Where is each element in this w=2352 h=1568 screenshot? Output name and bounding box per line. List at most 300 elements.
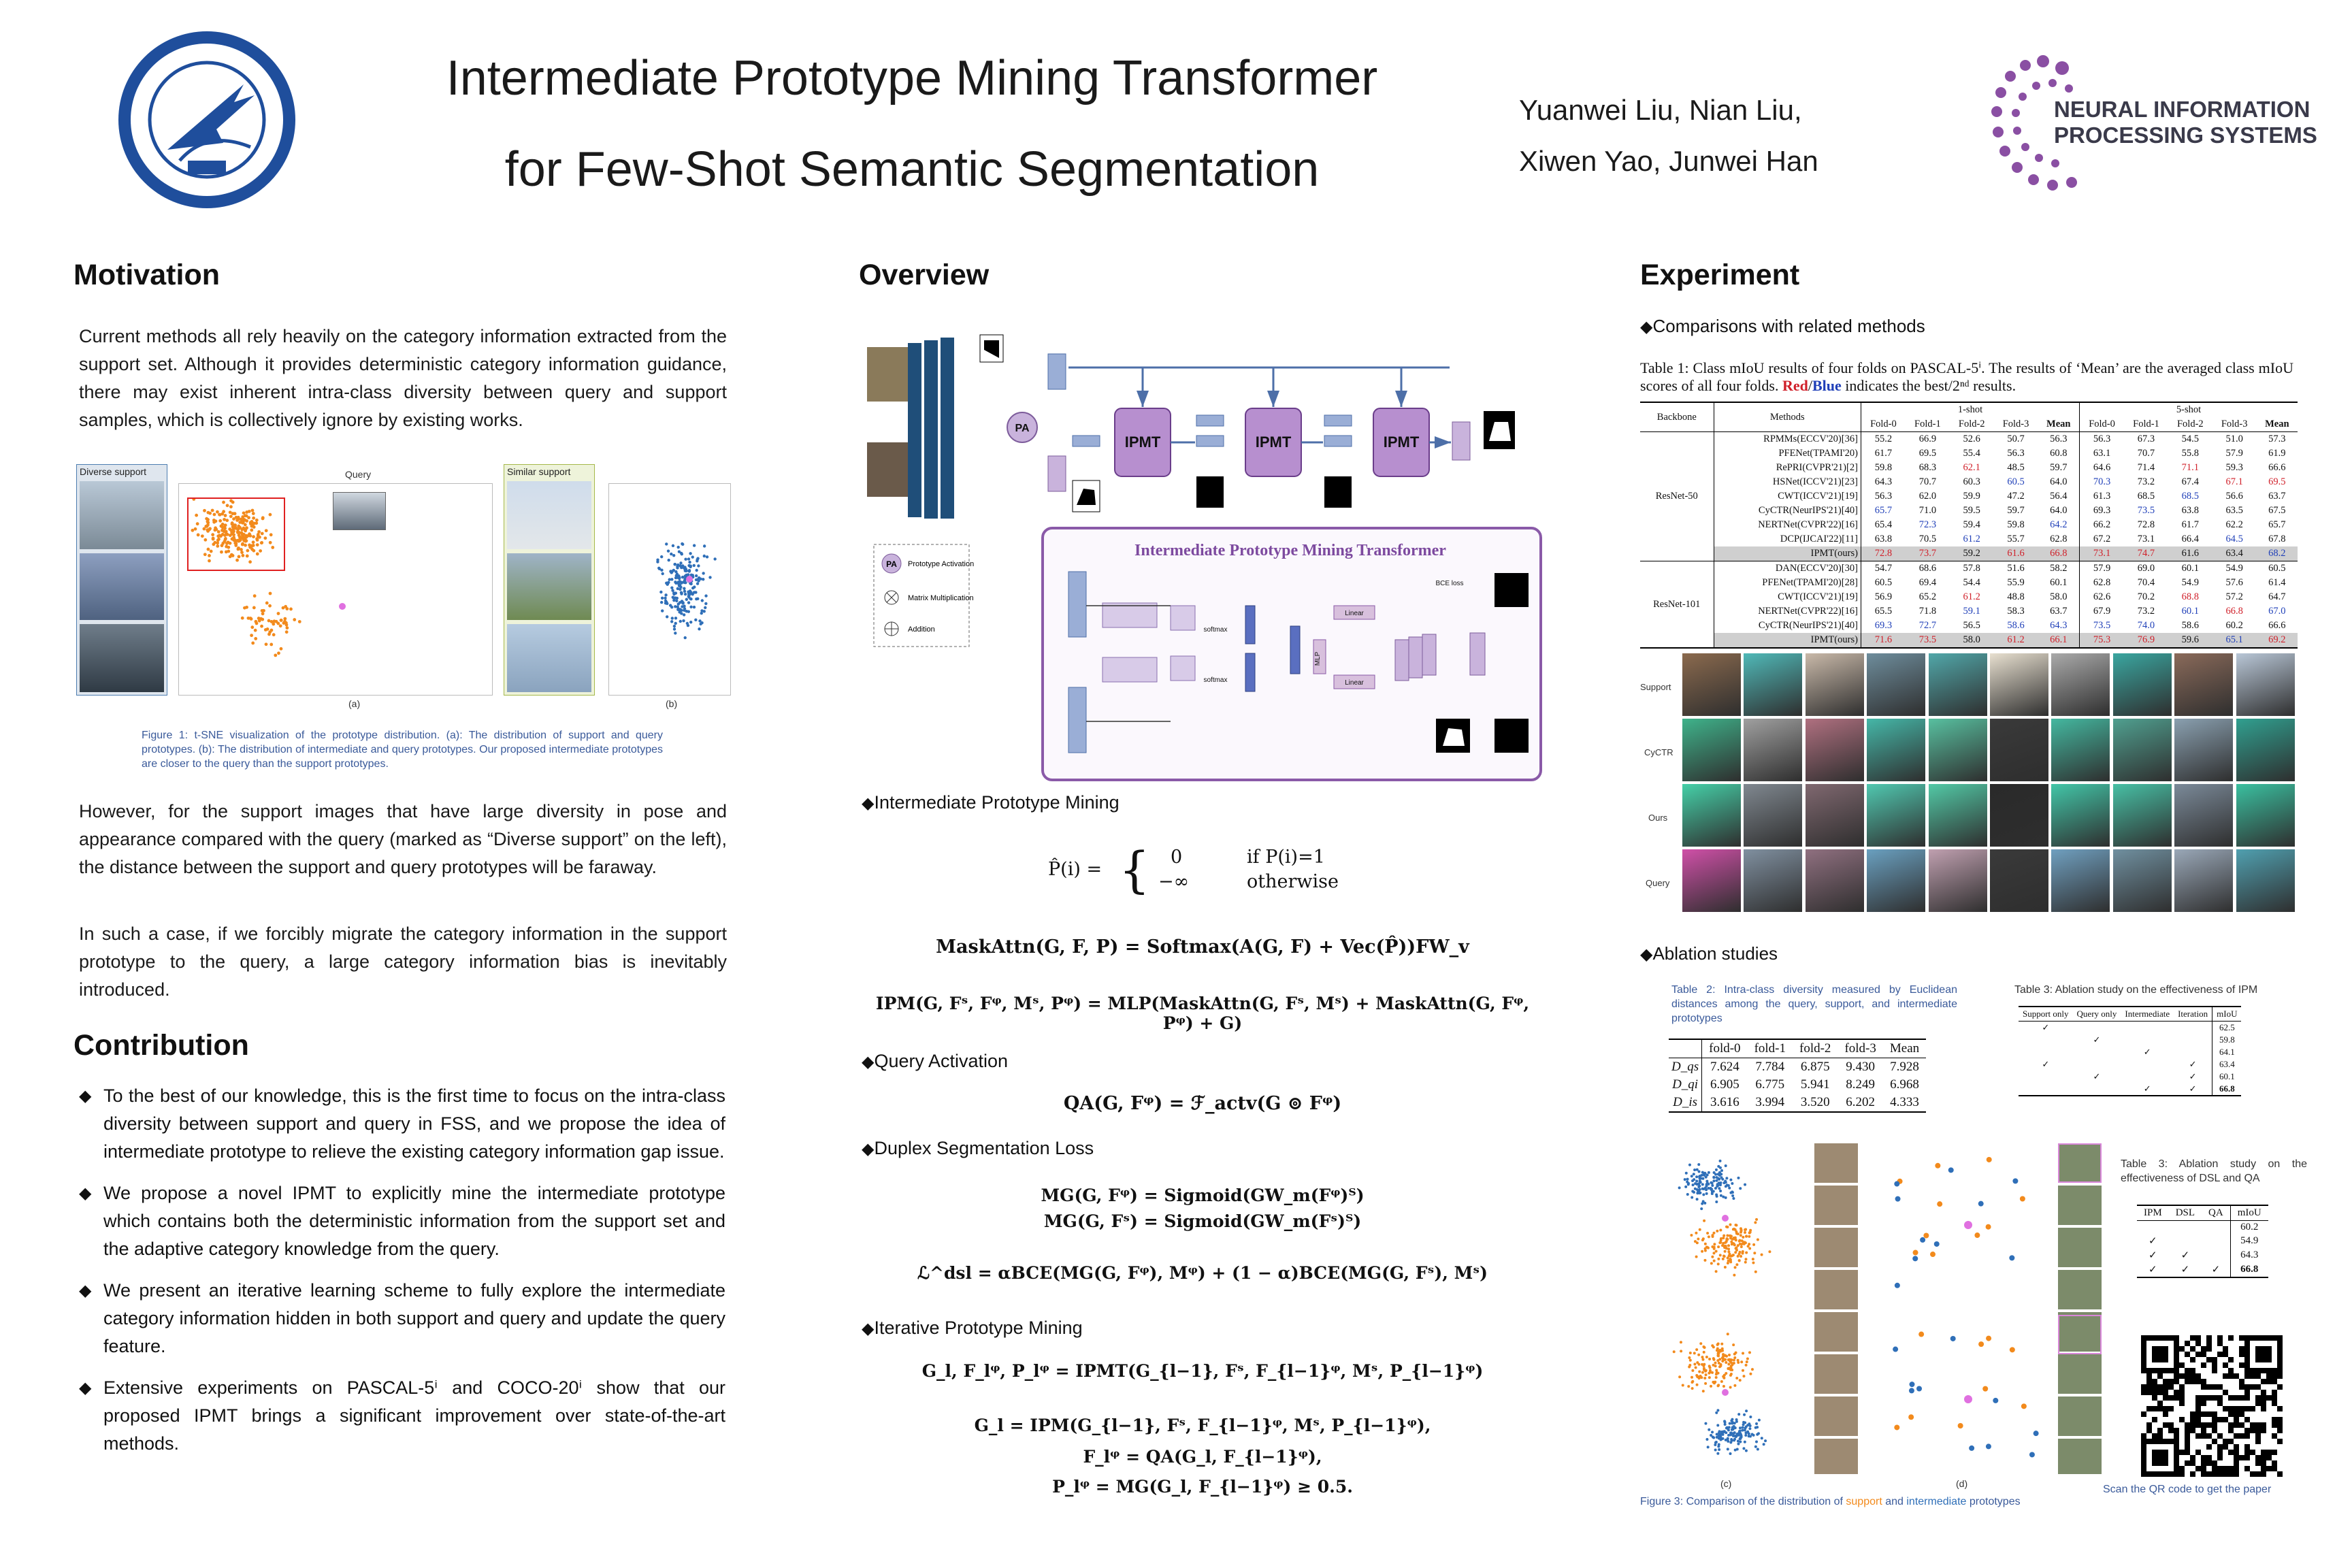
result-thumbnail <box>2113 849 2172 912</box>
intermediate-prototype-point <box>675 600 678 602</box>
comparisons-subheading: ◆ Comparisons with related methods <box>1640 316 1925 337</box>
value-cell: 61.3 <box>2093 491 2111 502</box>
value-cell <box>2019 1083 2073 1096</box>
value-cell: 68.2 <box>2257 546 2298 561</box>
qr-module <box>2190 1357 2195 1362</box>
support-prototype-point <box>274 653 277 657</box>
support-prototype-point <box>1711 1256 1714 1258</box>
value-cell: 73.2 <box>2137 606 2155 617</box>
support-prototype-point <box>257 617 261 620</box>
support-point <box>1908 1414 1914 1420</box>
qr-module <box>2255 1422 2261 1428</box>
qr-module <box>2185 1368 2190 1373</box>
value-cell: 70.2 <box>2137 591 2155 602</box>
intermediate-prototype-point <box>677 581 680 583</box>
intermediate-prototype-point <box>1730 1438 1733 1441</box>
qr-module <box>2152 1450 2168 1466</box>
qr-module <box>2234 1471 2239 1477</box>
intermediate-prototype-point <box>679 620 682 623</box>
qr-module <box>2152 1406 2157 1411</box>
intermediate-prototype-point <box>695 574 698 577</box>
support-prototype-point <box>1749 1373 1752 1375</box>
qr-module <box>2174 1395 2179 1401</box>
qr-module <box>2266 1455 2272 1460</box>
intermediate-prototype-point <box>1744 1183 1746 1186</box>
query-prototype-point <box>1722 1215 1729 1222</box>
qr-module <box>2201 1466 2206 1471</box>
qr-module <box>2223 1373 2228 1379</box>
value-cell: 67.4 <box>2181 476 2200 487</box>
qr-module <box>2185 1460 2190 1466</box>
tsne-plot-c2 <box>1640 1318 1810 1474</box>
intermediate-prototype-point <box>693 544 696 546</box>
support-prototype-point <box>1733 1384 1736 1387</box>
qr-module <box>2206 1411 2212 1417</box>
qr-module <box>2277 1384 2283 1390</box>
intermediate-prototype-point <box>1711 1431 1714 1433</box>
support-point <box>2010 1347 2015 1352</box>
support-prototype-point <box>1733 1353 1736 1356</box>
result-thumbnail <box>2174 784 2233 847</box>
qr-module <box>2272 1422 2277 1428</box>
value-cell: 54.7 <box>1861 561 1906 576</box>
result-thumbnail <box>1806 719 1864 781</box>
table-row <box>1640 504 2298 518</box>
support-prototype-point <box>1690 1234 1693 1237</box>
intermediate-prototype-point <box>670 606 673 608</box>
th-col: Fold-3 <box>2221 419 2248 429</box>
qr-module <box>2239 1352 2244 1357</box>
support-point <box>1986 1336 1991 1341</box>
result-thumbnail <box>2113 784 2172 847</box>
value-cell: 7.784 <box>1755 1060 1785 1074</box>
support-prototype-point <box>1748 1247 1751 1250</box>
intermediate-prototype-point <box>677 546 680 549</box>
intermediate-prototype-point <box>1734 1449 1737 1452</box>
value-cell: 55.2 <box>1861 432 1906 447</box>
dsl-qa-ablation-table <box>2137 1205 2268 1278</box>
th-col: Support only <box>2023 1009 2069 1019</box>
intermediate-prototype-point <box>683 607 686 610</box>
diversity-table <box>1669 1039 1926 1113</box>
support-prototype-point <box>1714 1362 1717 1365</box>
qr-module <box>2201 1346 2206 1352</box>
support-prototype-point <box>1739 1379 1742 1382</box>
value-cell: ✓ <box>2189 1083 2197 1094</box>
support-prototype-point <box>1748 1351 1751 1354</box>
support-prototype-point <box>1713 1260 1716 1262</box>
qr-module <box>2255 1460 2261 1466</box>
result-thumbnail <box>2236 653 2295 716</box>
bce-label-1: BCE loss <box>1435 580 1464 587</box>
qr-module <box>2201 1401 2206 1406</box>
th-col: mIoU <box>2230 1205 2268 1221</box>
support-prototype-point <box>270 620 274 623</box>
result-thumbnail <box>2174 719 2233 781</box>
value-cell: 71.0 <box>1918 505 1937 516</box>
value-cell: 63.7 <box>2038 604 2079 619</box>
intermediate-prototype-point <box>672 593 675 595</box>
qr-module <box>2206 1444 2212 1450</box>
table-row <box>2137 1262 2268 1277</box>
qr-module <box>2277 1471 2283 1477</box>
qr-module <box>2255 1455 2261 1460</box>
qr-module <box>2239 1411 2244 1417</box>
th-col: Mean <box>2038 417 2079 432</box>
qr-module <box>2250 1471 2255 1477</box>
intermediate-prototype-point <box>680 609 683 612</box>
qr-module <box>2277 1422 2283 1428</box>
value-cell: 72.3 <box>1918 519 1937 530</box>
support-prototype-point <box>1673 1350 1676 1353</box>
vis-row-label-cyctr: CyCTR <box>1644 747 1673 757</box>
intermediate-prototype-point <box>671 570 674 572</box>
qr-caption: Scan the QR code to get the paper <box>2103 1484 2272 1495</box>
support-prototype-point <box>1725 1245 1727 1247</box>
tsne-plot-b <box>608 483 731 696</box>
motivation-heading: Motivation <box>74 259 220 291</box>
intermediate-prototype-point <box>1739 1187 1742 1190</box>
intermediate-prototype-point <box>683 590 686 593</box>
intermediate-prototype-point <box>1712 1190 1715 1192</box>
support-prototype-point <box>1744 1258 1747 1260</box>
value-cell: 54.4 <box>1963 577 1980 588</box>
support-prototype-point <box>1693 1352 1696 1354</box>
qr-module <box>2234 1455 2239 1460</box>
value-cell: 66.1 <box>2038 633 2079 648</box>
intermediate-prototype-point <box>1699 1179 1701 1182</box>
support-prototype-point <box>1699 1342 1702 1345</box>
intermediate-prototype-point <box>1725 1196 1727 1199</box>
qr-module <box>2244 1373 2250 1379</box>
equation-iter-ipm: G_l = IPM(G_{l−1}, Fˢ, F_{l−1}ᵠ, Mˢ, P_{l−1}ᵠ), <box>974 1416 1431 1435</box>
intermediate-prototype-point <box>1757 1448 1759 1451</box>
fig3-sub-c: (c) <box>1720 1478 1732 1489</box>
support-prototype-point <box>1754 1221 1757 1224</box>
iterative-subheading: ◆ Iterative Prototype Mining <box>862 1318 1083 1339</box>
qr-module <box>2201 1384 2206 1390</box>
support-prototype-point <box>1739 1251 1742 1254</box>
diverse-support-label: Diverse support <box>80 466 147 477</box>
ipmt-block-3-label: IPMT <box>1383 434 1420 451</box>
table-row <box>2019 1083 2241 1096</box>
th-col: Intermediate <box>2125 1009 2170 1019</box>
tsne-plot-a <box>178 469 493 696</box>
table-3b <box>2137 1205 2268 1278</box>
intermediate-point <box>2029 1452 2035 1457</box>
qr-module <box>2185 1373 2190 1379</box>
value-cell: 73.2 <box>2137 476 2155 487</box>
intermediate-prototype-point <box>1712 1179 1715 1182</box>
qr-module <box>2261 1450 2266 1455</box>
intermediate-prototype-point <box>1744 1434 1747 1437</box>
query-point <box>1964 1221 1972 1229</box>
intermediate-prototype-point <box>665 542 668 545</box>
scatter-plot-d2 <box>1866 1318 2054 1474</box>
intermediate-prototype-point <box>1742 1447 1745 1450</box>
intermediate-prototype-point <box>696 582 699 585</box>
support-prototype-point <box>270 643 273 647</box>
support-prototype-point <box>1740 1360 1743 1363</box>
support-prototype-point <box>1738 1259 1741 1262</box>
support-prototype-point <box>293 618 296 621</box>
value-cell: 73.1 <box>2080 546 2125 561</box>
value-cell: 66.2 <box>2093 519 2111 530</box>
qr-module <box>2190 1368 2195 1373</box>
intermediate-prototype-point <box>1690 1175 1693 1177</box>
qr-module <box>2244 1444 2250 1450</box>
qr-module <box>2234 1422 2239 1428</box>
table-row <box>2019 1071 2241 1083</box>
support-prototype-point <box>250 634 253 637</box>
result-thumbnail <box>1990 653 2048 716</box>
intermediate-prototype-point <box>681 576 684 578</box>
qr-module <box>2272 1401 2277 1406</box>
qr-module <box>2217 1444 2223 1450</box>
qr-module <box>2255 1346 2272 1362</box>
support-prototype-point <box>1730 1358 1733 1361</box>
intermediate-prototype-point <box>1732 1197 1735 1200</box>
intermediate-prototype-point <box>679 601 681 604</box>
qr-module <box>2255 1401 2261 1406</box>
qr-module <box>2261 1466 2266 1471</box>
value-cell: 56.3 <box>2038 432 2079 447</box>
result-thumbnail <box>1867 719 1925 781</box>
value-cell <box>2174 1046 2212 1058</box>
intermediate-prototype-point <box>1716 1195 1718 1198</box>
intermediate-prototype-point <box>661 597 664 600</box>
support-prototype-point <box>1722 1385 1725 1388</box>
qr-module <box>2190 1422 2195 1428</box>
similar-support-image-3 <box>507 624 591 692</box>
ipm-subheading: ◆ Intermediate Prototype Mining <box>862 792 1120 813</box>
table-row <box>2137 1234 2268 1248</box>
method-cell: CyCTR(NeurIPS'21)[40] <box>1714 619 1861 633</box>
support-prototype-point <box>1696 1375 1699 1378</box>
support-prototype-point <box>1745 1252 1748 1254</box>
qr-module <box>2212 1466 2217 1471</box>
qr-module <box>2261 1406 2266 1411</box>
value-cell: 59.5 <box>1963 505 1980 516</box>
support-prototype-point <box>1723 1255 1726 1258</box>
intermediate-prototype-point <box>1685 1172 1688 1175</box>
value-cell: 67.2 <box>2093 534 2111 544</box>
qr-module <box>2223 1471 2228 1477</box>
intermediate-prototype-point <box>1693 1173 1695 1175</box>
intermediate-prototype-point <box>686 622 689 625</box>
intermediate-prototype-point <box>1690 1196 1693 1198</box>
intermediate-prototype-point <box>684 593 687 595</box>
qr-module <box>2228 1439 2234 1444</box>
intermediate-prototype-point <box>1705 1180 1708 1183</box>
intermediate-prototype-point <box>680 612 683 615</box>
value-cell: ✓ <box>2189 1071 2197 1081</box>
intermediate-prototype-point <box>1717 1177 1720 1180</box>
support-prototype-point <box>289 608 293 611</box>
value-cell: 60.3 <box>1963 476 1980 487</box>
qr-module <box>2185 1444 2190 1450</box>
result-thumbnail <box>1990 849 2048 912</box>
eq-p-case1-val: 0 <box>1171 847 1183 868</box>
qr-module <box>2255 1471 2261 1477</box>
value-cell: 71.8 <box>1918 606 1937 617</box>
support-prototype-point <box>255 620 258 623</box>
intermediate-prototype-point <box>668 559 670 561</box>
support-prototype-point <box>1735 1230 1737 1233</box>
support-prototype-point <box>1737 1359 1740 1362</box>
qr-module <box>2244 1466 2250 1471</box>
value-cell: 52.6 <box>1950 432 1994 447</box>
value-cell: 3.616 <box>1710 1095 1740 1109</box>
qr-module <box>2185 1433 2190 1439</box>
value-cell: 62.6 <box>2093 591 2111 602</box>
value-cell: 50.7 <box>1994 432 2038 447</box>
value-cell: 59.8 <box>1874 462 1893 473</box>
intermediate-prototype-point <box>1735 1435 1737 1438</box>
intermediate-prototype-point <box>693 564 696 567</box>
intermediate-prototype-point <box>680 591 683 593</box>
support-prototype-point <box>1693 1362 1696 1365</box>
result-thumbnail <box>1806 653 1864 716</box>
contribution-item-4: ◆ Extensive experiments on PASCAL-5ⁱ and COCO-20ⁱ show that our proposed IPMT brings a significant improvement over state-of-the-art methods. <box>79 1374 725 1458</box>
value-cell: 59.7 <box>2038 461 2079 475</box>
method-cell: IPMT(ours) <box>1714 633 1861 648</box>
support-prototype-point <box>1703 1351 1705 1354</box>
support-prototype-point <box>1733 1356 1736 1359</box>
intermediate-prototype-point <box>1718 1187 1720 1190</box>
qr-module <box>2163 1390 2168 1395</box>
intermediate-prototype-point <box>1696 1169 1699 1171</box>
table-row <box>2019 1034 2241 1046</box>
support-prototype-point <box>1725 1361 1727 1364</box>
intermediate-prototype-point <box>674 563 676 566</box>
value-cell: 60.1 <box>2212 1071 2242 1083</box>
legend-mm-text: Matrix Multiplication <box>908 594 974 602</box>
support-prototype-point <box>1702 1345 1705 1348</box>
qr-module <box>2195 1335 2201 1341</box>
intermediate-prototype-point <box>672 554 675 557</box>
qr-module <box>2190 1373 2195 1379</box>
value-cell: 6.968 <box>1890 1077 1919 1092</box>
value-cell: 62.1 <box>1963 462 1980 473</box>
qr-module <box>2190 1346 2195 1352</box>
support-prototype-point <box>1702 1390 1705 1392</box>
diverse-support-image-3 <box>80 624 164 692</box>
support-prototype-point <box>1708 1358 1711 1360</box>
vis-grid <box>1682 653 2298 915</box>
qr-module <box>2234 1417 2239 1422</box>
intermediate-prototype-point <box>1718 1448 1720 1451</box>
value-cell <box>2073 1022 2121 1034</box>
result-thumbnail <box>1744 784 1802 847</box>
support-prototype-point <box>251 641 255 644</box>
value-cell: 72.8 <box>1861 546 1906 561</box>
qr-code[interactable] <box>2141 1335 2283 1477</box>
qr-module <box>2152 1379 2157 1384</box>
qr-code-image[interactable] <box>2141 1335 2283 1477</box>
support-prototype-point <box>1717 1352 1720 1355</box>
value-cell: 64.2 <box>2038 518 2079 532</box>
intermediate-prototype-point <box>1702 1193 1705 1196</box>
intermediate-prototype-point <box>1733 1422 1736 1424</box>
intermediate-prototype-point <box>1716 1183 1719 1186</box>
diverse-support-panel <box>76 464 167 696</box>
support-prototype-point <box>241 617 244 620</box>
table-row <box>2019 1046 2241 1058</box>
support-prototype-point <box>1717 1258 1720 1260</box>
intermediate-prototype-point <box>1749 1424 1752 1427</box>
table-2 <box>1669 1039 1926 1113</box>
support-prototype-point <box>1715 1270 1718 1273</box>
qr-module <box>2146 1373 2152 1379</box>
qr-module <box>2255 1428 2261 1433</box>
intermediate-prototype-point <box>666 602 668 605</box>
value-cell: 68.6 <box>1906 561 1950 576</box>
value-cell: 59.7 <box>2007 505 2025 516</box>
value-cell: 8.249 <box>1846 1077 1876 1092</box>
intermediate-point <box>1920 1237 1925 1243</box>
qr-module <box>2234 1406 2239 1411</box>
th-col: IPM <box>2144 1207 2162 1218</box>
backbone-cell: ResNet-50 <box>1640 432 1714 561</box>
support-prototype-point <box>1738 1239 1741 1242</box>
intermediate-prototype-point <box>688 561 691 564</box>
qr-module <box>2179 1466 2185 1471</box>
support-prototype-point <box>1722 1377 1725 1379</box>
support-prototype-point <box>1716 1348 1719 1350</box>
qr-module <box>2261 1379 2266 1384</box>
intermediate-prototype-point <box>681 601 684 604</box>
fig1-sub-b: (b) <box>666 698 678 709</box>
value-cell: 60.1 <box>2168 561 2212 576</box>
qr-module <box>2244 1455 2250 1460</box>
support-point <box>2020 1196 2025 1201</box>
intermediate-prototype-point <box>1718 1432 1720 1435</box>
support-prototype-point <box>1721 1348 1724 1350</box>
intermediate-prototype-point <box>1739 1437 1742 1440</box>
qr-module <box>2234 1433 2239 1439</box>
intermediate-prototype-point <box>1729 1179 1732 1181</box>
support-prototype-point <box>1703 1259 1706 1262</box>
query-prototype-point <box>339 603 346 610</box>
support-prototype-point <box>1737 1244 1740 1247</box>
support-prototype-point <box>1712 1232 1715 1235</box>
support-prototype-point <box>1740 1243 1743 1245</box>
support-prototype-point <box>1699 1375 1702 1377</box>
result-thumbnail <box>1867 653 1925 716</box>
support-point <box>1930 1252 1936 1257</box>
method-cell: RePRI(CVPR'21)[2] <box>1714 461 1861 475</box>
qr-module <box>2141 1384 2146 1390</box>
intermediate-prototype-point <box>1714 1173 1717 1176</box>
intermediate-prototype-point <box>1745 1431 1748 1434</box>
intermediate-prototype-point <box>1731 1194 1734 1197</box>
qr-module <box>2157 1373 2163 1379</box>
qr-module <box>2195 1379 2201 1384</box>
support-prototype-point <box>1695 1367 1697 1369</box>
qr-module <box>2228 1450 2234 1455</box>
support-prototype-point <box>1742 1352 1744 1354</box>
intermediate-prototype-point <box>1737 1177 1740 1179</box>
value-cell: 63.5 <box>2225 505 2243 516</box>
qr-module <box>2174 1390 2179 1395</box>
value-cell: 61.7 <box>2181 519 2200 530</box>
intermediate-prototype-point <box>683 613 685 616</box>
support-prototype-point <box>1733 1228 1735 1230</box>
equation-iter-qa: F_lᵠ = QA(G_l, F_{l−1}ᵠ), <box>1083 1447 1322 1467</box>
similar-support-image-1 <box>507 481 591 549</box>
support-prototype-point <box>1734 1251 1737 1254</box>
